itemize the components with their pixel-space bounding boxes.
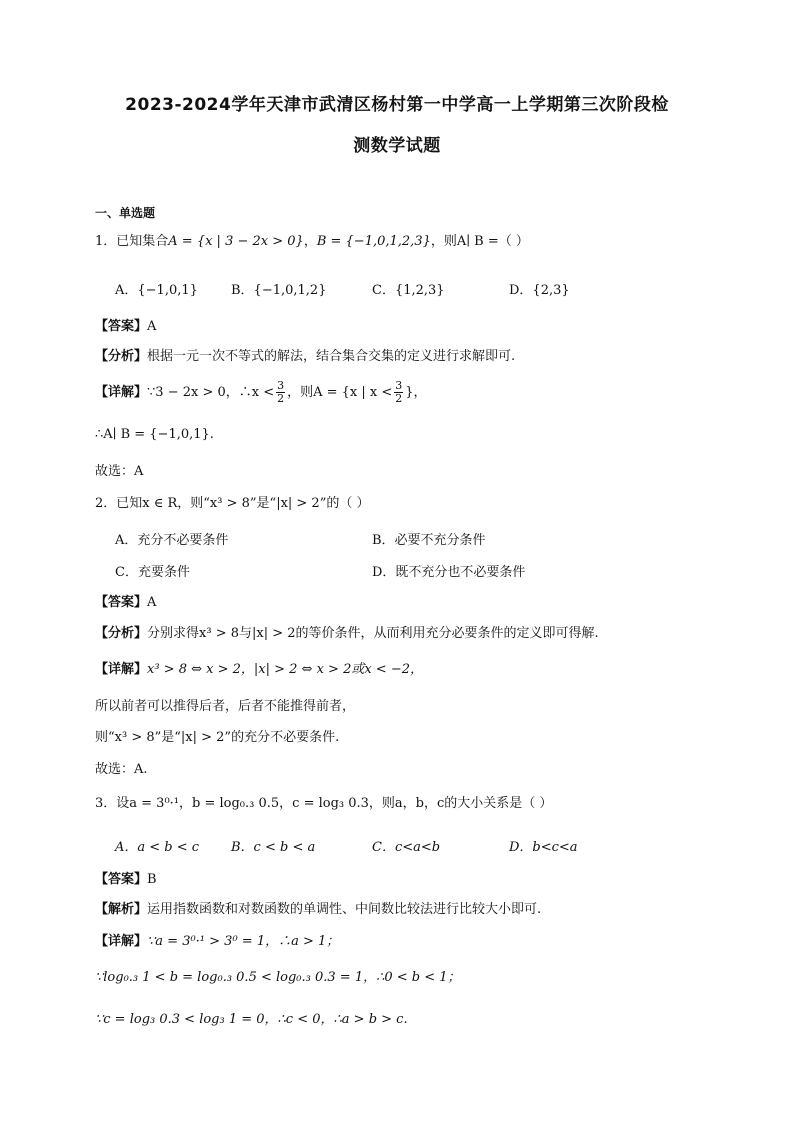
q1-detail xyxy=(95,380,714,405)
q2-analysis-text: 分别求得x³ > 8与|x| > 2的等价条件，从而利用充分必要条件的定义即可得解. xyxy=(147,626,599,641)
section-heading: 一、单选题 xyxy=(95,206,156,220)
document-title-line2: 测数学试题 xyxy=(353,136,441,156)
q1-option-b: B．{−1,0,1,2} xyxy=(231,283,327,298)
q3-option-a: A．a < b < c xyxy=(115,840,200,855)
q1-detail-line2: ∴A∣ B = {−1,0,1}. xyxy=(95,427,214,442)
q1-fraction-2: $\frac{3}{2}$ xyxy=(395,379,403,405)
q2-option-a: A．充分不必要条件 xyxy=(115,533,229,548)
q2-detail xyxy=(95,661,714,679)
q2-detail-line2: 所以前者可以推得后者，后者不能推得前者， xyxy=(95,699,356,714)
q1-fraction-1: $\frac{3}{2}$ xyxy=(277,379,285,405)
q1-detail-part-a: ∵3 − 2x > 0，∴x < xyxy=(147,385,275,400)
q3-answer-value: B xyxy=(147,872,157,887)
q2-detail-line3: 则“x³ > 8”是“|x| > 2”的充分不必要条件. xyxy=(95,730,340,745)
q1-stem-rest: ，则A∣ B =（ ） xyxy=(430,234,529,249)
q2-stem: 2．已知x ∈ R，则“x³ > 8”是“|x| > 2”的（ ） xyxy=(95,496,370,511)
q2-analysis-label: 【分析】 xyxy=(95,626,148,641)
q3-analysis-text: 运用指数函数和对数函数的单调性、中间数比较法进行比较大小即可. xyxy=(147,902,542,917)
q2-answer-value: A xyxy=(147,595,157,610)
q2-option-c: C．充要条件 xyxy=(115,565,190,580)
q1-answer xyxy=(95,318,714,336)
q3-detail-line2: ∵log₀.₃ 1 < b = log₀.₃ 0.5 < log₀.₃ 0.3 = 1，∴0 < b < 1； xyxy=(95,970,461,985)
q2-detail-label: 【详解】 xyxy=(95,662,148,677)
q1-set-b: B = {−1,0,1,2,3} xyxy=(316,234,431,249)
q2-conclusion: 故选：A. xyxy=(95,762,148,777)
q3-answer xyxy=(95,871,714,889)
q3-option-b: B．c < b < a xyxy=(231,840,316,855)
q3-detail-label: 【详解】 xyxy=(95,934,148,949)
q2-option-d: D．既不充分也不必要条件 xyxy=(372,565,526,580)
q3-detail-line3: ∵c = log₃ 0.3 < log₃ 1 = 0，∴c < 0，∴a > b > c. xyxy=(95,1012,408,1027)
q2-option-b: B．必要不充分条件 xyxy=(372,533,486,548)
q3-option-d: D．b<c<a xyxy=(509,840,578,855)
q1-analysis-label: 【分析】 xyxy=(95,349,148,364)
q1-analysis-text: 根据一元一次不等式的解法，结合集合交集的定义进行求解即可. xyxy=(147,349,516,364)
q1-option-a: A．{−1,0,1} xyxy=(115,283,198,298)
q1-set-a: A = {x | 3 − 2x > 0} xyxy=(168,234,304,249)
q1-conclusion: 故选：A xyxy=(95,464,144,479)
q2-detail-text: x³ > 8 ⇔ x > 2，|x| > 2 ⇔ x > 2或x < −2， xyxy=(147,662,423,677)
q1-answer-label: 【答案】 xyxy=(95,319,148,334)
q2-answer xyxy=(95,594,714,612)
q1-detail-label: 【详解】 xyxy=(95,385,148,400)
q1-prefix: 1．已知集合 xyxy=(95,234,169,249)
q3-detail-text: ∵a = 3⁰·¹ > 3⁰ = 1，∴a > 1； xyxy=(147,934,340,949)
q3-option-c: C．c<a<b xyxy=(372,840,441,855)
q2-answer-label: 【答案】 xyxy=(95,595,148,610)
document-title-line1: 2023-2024学年天津市武清区杨村第一中学高一上学期第三次阶段检 xyxy=(125,95,669,115)
q3-answer-label: 【答案】 xyxy=(95,872,148,887)
q3-analysis-label: 【解析】 xyxy=(95,902,148,917)
q1-stem: 1．已知集合A = {x | 3 − 2x > 0}，B = {−1,0,1,2,3}，则A∣ B =（ ） xyxy=(95,234,529,249)
q1-option-c: C．{1,2,3} xyxy=(372,283,445,298)
q1-option-d: D．{2,3} xyxy=(509,283,570,298)
q3-analysis xyxy=(95,901,714,919)
q2-analysis xyxy=(95,625,714,643)
q1-analysis xyxy=(95,348,714,366)
q1-detail-part-b: ，则A = {x | x < xyxy=(287,385,393,400)
q1-detail-part-c: }， xyxy=(405,385,427,400)
q3-stem: 3．设a = 3⁰·¹，b = log₀.₃ 0.5，c = log₃ 0.3，则a，b，c的大小关系是（ ） xyxy=(95,796,553,811)
q3-detail xyxy=(95,933,714,951)
q1-answer-value: A xyxy=(147,319,157,334)
